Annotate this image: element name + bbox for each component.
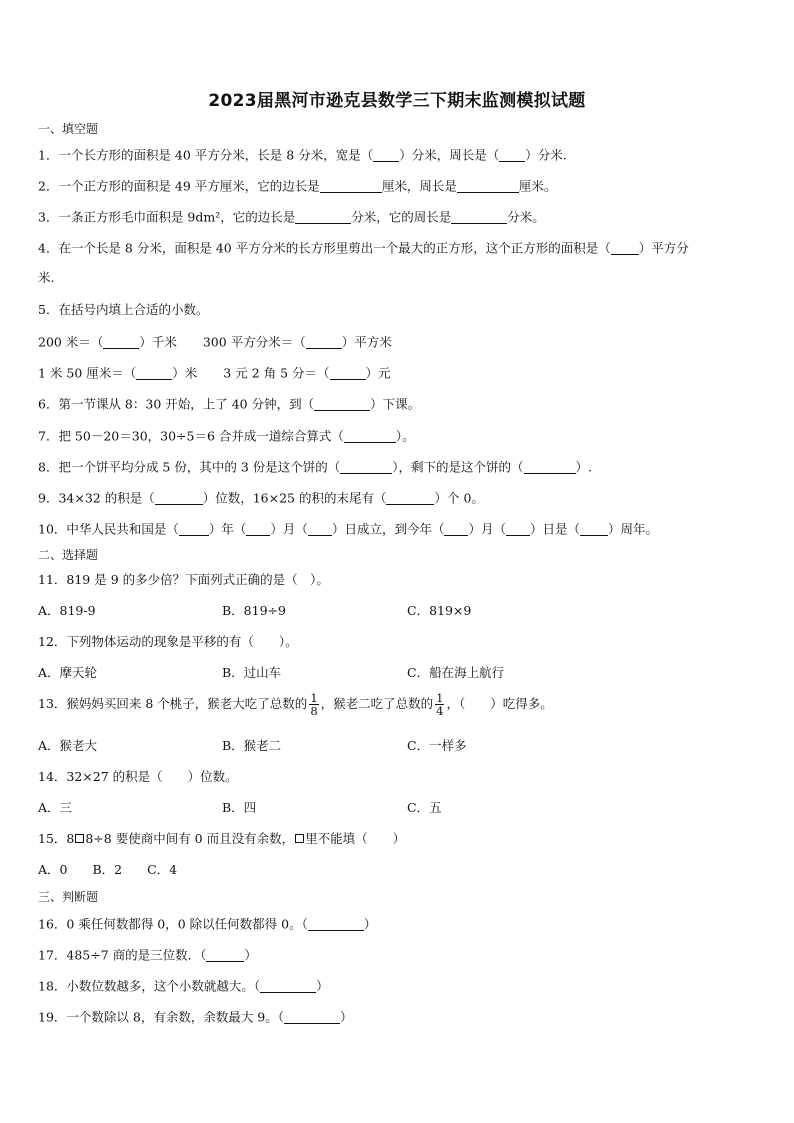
option-c[interactable]: C．五 (407, 800, 442, 815)
answer-blank[interactable] (314, 397, 370, 411)
fraction-one-quarter: $\frac{1}{4}$ (436, 691, 444, 719)
question-13: 13．猴妈妈买回来 8 个桃子，猴老大吃了总数的 $\frac{1}{8}$ ，猴老二吃了总数的 $\frac{1}{4}$ ，（ ）吃得多。 (38, 691, 553, 719)
option-c[interactable]: C．一样多 (407, 738, 467, 753)
answer-blank[interactable] (373, 148, 399, 162)
question-9: 9．34×32 的积是（ ）位数，16×25 的积的末尾有（ ）个 0。 (38, 490, 484, 506)
answer-blank[interactable] (580, 522, 608, 536)
answer-blank[interactable] (320, 179, 382, 193)
page-title: 2023届黑河市逊克县数学三下期末监测模拟试题 (208, 91, 586, 111)
question-15-options[interactable]: A．0 B．2 C．4 (38, 862, 178, 877)
option-a[interactable]: A．猴老大 (38, 738, 98, 753)
answer-blank[interactable] (306, 335, 342, 349)
question-16: 16．0 乘任何数都得 0，0 除以任何数都得 0。（ ） (38, 916, 377, 932)
answer-blank[interactable] (206, 948, 244, 962)
section-fill-in: 一、填空题 (38, 122, 99, 136)
question-11: 11．819 是 9 的多少倍？下面列式正确的是（ ）。 (38, 572, 329, 587)
answer-blank[interactable] (457, 179, 519, 193)
answer-blank[interactable] (340, 460, 392, 474)
option-b[interactable]: B．四 (222, 800, 257, 815)
question-5: 5．在括号内填上合适的小数。 (38, 302, 209, 317)
option-a[interactable]: A．819-9 (38, 603, 96, 618)
question-3: 3．一条正方形毛巾面积是 9dm²，它的边长是 分米，它的周长是 分米。 (38, 209, 545, 225)
question-5-row-1: 200 米＝（ ）千米 300 平方分米＝（ ）平方米 (38, 334, 392, 350)
question-10: 10．中华人民共和国是（ ）年（ ）月（ ）日成立，到今年（ ）月（ ）日是（ ）周年。 (38, 521, 658, 537)
question-4: 4．在一个长是 8 分米，面积是 40 平方分米的长方形里剪出一个最大的正方形，这个正方形的面积是（ ）平方分 (38, 240, 689, 256)
question-17: 17．485÷7 商的是三位数．（ ） (38, 947, 257, 963)
option-a[interactable]: A．摩天轮 (38, 665, 98, 680)
answer-blank[interactable] (295, 210, 351, 224)
question-7: 7．把 50－20＝30，30÷5＝6 合并成一道综合算式（ ）。 (38, 428, 415, 444)
answer-blank[interactable] (246, 522, 270, 536)
question-12: 12．下列物体运动的现象是平移的有（ ）。 (38, 634, 298, 649)
answer-blank[interactable] (330, 366, 366, 380)
option-b[interactable]: B．819÷9 (222, 603, 286, 618)
fraction-one-eighth: $\frac{1}{8}$ (310, 691, 318, 719)
answer-blank[interactable] (179, 522, 209, 536)
answer-blank[interactable] (103, 335, 139, 349)
answer-blank[interactable] (451, 210, 507, 224)
answer-blank[interactable] (506, 522, 530, 536)
section-multiple-choice: 二、选择题 (38, 548, 99, 562)
answer-blank[interactable] (444, 522, 468, 536)
answer-blank[interactable] (611, 241, 639, 255)
square-box-icon (295, 834, 304, 843)
answer-blank[interactable] (344, 429, 396, 443)
question-8: 8．把一个饼平均分成 5 份，其中的 3 份是这个饼的（ ），剩下的是这个饼的（ ）. (38, 459, 593, 475)
answer-blank[interactable] (136, 366, 172, 380)
answer-blank[interactable] (308, 522, 332, 536)
square-box-icon (75, 834, 84, 843)
question-2: 2．一个正方形的面积是 49 平方厘米，它的边长是 厘米，周长是 厘米。 (38, 178, 557, 194)
question-14: 14．32×27 的积是（ ）位数。 (38, 769, 238, 784)
answer-blank[interactable] (524, 460, 576, 474)
answer-blank[interactable] (284, 1010, 340, 1024)
question-18: 18．小数位数越多，这个小数就越大。（ ） (38, 978, 329, 994)
option-a[interactable]: A．三 (38, 800, 73, 815)
option-c[interactable]: C．船在海上航行 (407, 665, 505, 680)
question-19: 19．一个数除以 8，有余数，余数最大 9。（ ） (38, 1009, 353, 1025)
option-b[interactable]: B．过山车 (222, 665, 282, 680)
question-1: 1．一个长方形的面积是 40 平方分米，长是 8 分米，宽是（ ）分米，周长是（ ）分米. (38, 147, 567, 163)
question-4-cont: 米. (38, 270, 55, 285)
answer-blank[interactable] (499, 148, 525, 162)
answer-blank[interactable] (308, 917, 364, 931)
option-b[interactable]: B．猴老二 (222, 738, 282, 753)
section-true-false: 三、判断题 (38, 890, 99, 904)
answer-blank[interactable] (386, 491, 434, 505)
option-c[interactable]: C．819×9 (407, 603, 472, 618)
answer-blank[interactable] (155, 491, 203, 505)
question-15: 15．8 8÷8 要使商中间有 0 而且没有余数， 里不能填（ ） (38, 831, 406, 846)
question-6: 6．第一节课从 8：30 开始，上了 40 分钟，到（ ）下课。 (38, 396, 421, 412)
question-5-row-2: 1 米 50 厘米＝（ ）米 3 元 2 角 5 分＝（ ）元 (38, 365, 391, 381)
answer-blank[interactable] (260, 979, 316, 993)
